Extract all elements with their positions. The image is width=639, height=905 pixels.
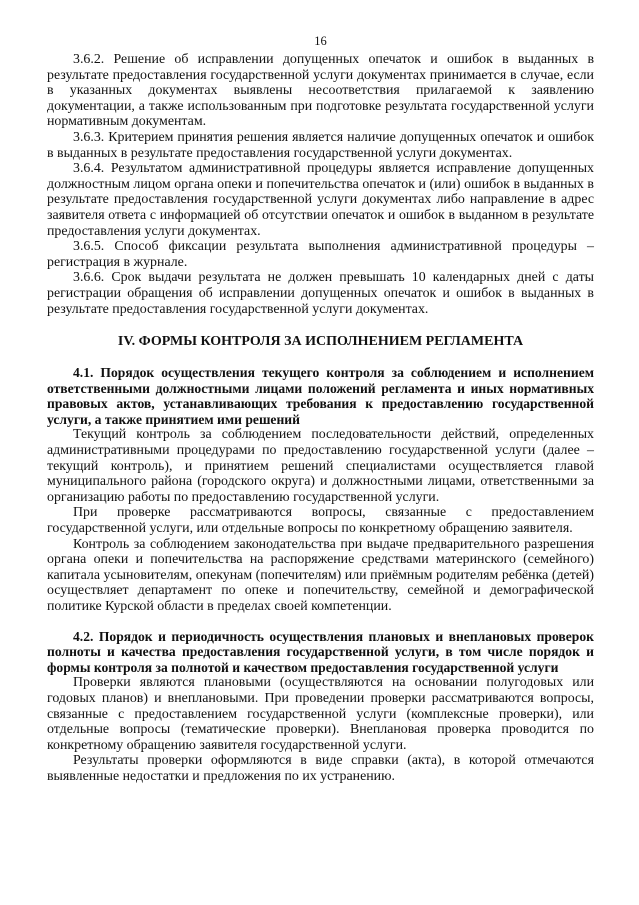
subsection-heading-4-1: 4.1. Порядок осуществления текущего контроля за соблюдением и исполнением ответственными должностными лицами положений регламента и иных нормативных правовых актов, устанавливающих требования к предоставлению государственной услуги, а также принятием ими решений bbox=[47, 365, 594, 427]
paragraph-3-6-4: 3.6.4. Результатом административной процедуры является исправление допущенных должностным лицом органа опеки и попечительства опечаток и (или) ошибок в выданных в результате предоставления государственной услуги документах либо направление в адрес заявителя ответа с информацией об отсутствии опечаток и ошибок в выданном в результате предоставления услуги документах. bbox=[47, 161, 594, 239]
paragraph-3-6-2: 3.6.2. Решение об исправлении допущенных опечаток и ошибок в выданных в результате предоставления государственной услуги документах принимается в случае, если в указанных документах выявлены несоответствия прилагаемой к заявлению документации, а также использованным при подготовке результата государственной услуги нормативным документам. bbox=[47, 52, 594, 130]
page-number: 16 bbox=[314, 34, 327, 48]
paragraph-3-6-5: 3.6.5. Способ фиксации результата выполнения административной процедуры – регистрация в журнале. bbox=[47, 239, 594, 270]
subsection-heading-4-2: 4.2. Порядок и периодичность осуществления плановых и внеплановых проверок полноты и качества предоставления государственной услуги, в том числе порядок и формы контроля за полнотой и качеством предоставления государственной услуги bbox=[47, 628, 594, 675]
paragraph-4-1-inspection-questions: При проверке рассматриваются вопросы, связанные с предоставлением государственной услуги, или отдельные вопросы по конкретному обращению заявителя. bbox=[47, 505, 594, 537]
paragraph-4-1-current-control: Текущий контроль за соблюдением последовательности действий, определенных административными процедурами по предоставлению государственной услуги (далее – текущий контроль), и принятием решений специалистами осуществляется главой муниципального района (городского округа) и должностными лицами, ответственными за организацию работы по предоставлению государственной услуги. bbox=[47, 427, 594, 505]
paragraph-4-2-inspections: Проверки являются плановыми (осуществляются на основании полугодовых или годовых планов) и внеплановыми. При проведении проверки рассматриваются вопросы, связанные с предоставлением государственной услуги (комплексные проверки), или отдельные вопросы (тематические проверки). Внеплановая проверка проводится по конкретному обращению заявителя государственной услуги. bbox=[47, 675, 594, 753]
paragraph-3-6-6: 3.6.6. Срок выдачи результата не должен превышать 10 календарных дней с даты регистрации обращения об исправлении допущенных опечаток и ошибок в выданных в результате предоставления государственной услуги документах. bbox=[47, 270, 594, 317]
paragraph-3-6-3: 3.6.3. Критерием принятия решения является наличие допущенных опечаток и ошибок в выданных в результате предоставления государственной услуги документах. bbox=[47, 129, 594, 161]
section-title: IV. ФОРМЫ КОНТРОЛЯ ЗА ИСПОЛНЕНИЕМ РЕГЛАМЕНТА bbox=[117, 334, 524, 350]
paragraph-4-2-results: Результаты проверки оформляются в виде справки (акта), в которой отмечаются выявленные недостатки и предложения по их устранению. bbox=[47, 753, 594, 784]
paragraph-4-1-legislation-control: Контроль за соблюдением законодательства при выдаче предварительного разрешения органа опеки и попечительства на распоряжение средствами материнского (семейного) капитала усыновителям, опекунам (попечителям) или приёмным родителям ребёнка (детей) осуществляет департамент по опеке и попечительству, семейной и демографической политике Курской области в пределах своей компетенции. bbox=[47, 536, 594, 614]
